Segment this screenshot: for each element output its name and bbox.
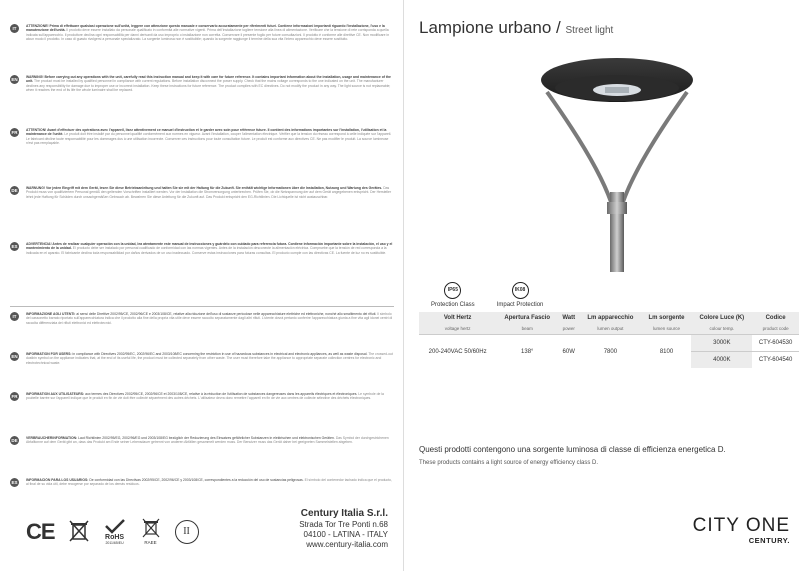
warning-title: ATTENTION! Avant d'effectuer des opérations avec l'appareil, lisez attentivement ce manuel d'instruction et le garder avec soin pour référence future. Il contient des informations importantes sur l'installation, l'utilisation et la maintenance de l'unité. xyxy=(26,128,387,137)
lang-number: DE xyxy=(11,188,18,193)
lang-number: EN xyxy=(11,354,18,359)
header-colour: Colore Luce (K) colour temp. xyxy=(691,312,752,335)
ce-mark-icon xyxy=(26,519,55,545)
cell-code: CTY-604530 xyxy=(758,340,793,346)
warning-de: WARNUNG! Vor jeden Eingriff mit dem Gerät, lesen Sie diese Betriebsanleitung und halten Sie sie mit der Haltung für die Zukunft. Sie enthält wichtige Informationen über die Installation, Nutzung und Wartung des Gerätes. Das Produkt muss von qualifiziertem Personal gemäß den geltenden Vorschriften installiert werden. Vor der Installation die Stromversorgung unterbrechen. Prüfen Sie, ob die Netzspannung der auf dem Gerät angegebenen entspricht. Der Hersteller lehnt jede Haftung für Schäden durch unsachgemäßen Gebrauch ab. Bewahren Sie diese Anleitung für die Zukunft auf. Das Produkt entspricht den EG-Richtlinien. Die Lichtquelle ist nicht austauschbar. xyxy=(26,186,392,199)
lang-number: FR xyxy=(11,394,18,399)
cell-colour: 4000K xyxy=(691,352,752,369)
header-volt: Volt Hertz voltage hertz xyxy=(419,312,496,335)
ip-badge xyxy=(431,282,475,308)
raee-label: RAEE xyxy=(144,540,157,545)
info-it: INFORMAZIONE AGLI UTENTI: ai sensi delle Direttive 2002/95/CE, 2002/96/CE e 2003/108/CE, relative alla riduzione dell'uso di sostanze pericolose nelle apparecchiature elettriche ed elettroniche, nonché allo smaltimento dei rifiuti. Il simbolo del cassonetto barrato riportato sull'apparecchiatura indica che il prodotto alla fine della propria vita utile deve essere raccolto separatamente dagli altri rifiuti. L'utente dovrà pertanto conferire l'apparecchiatura giunta a fine vita agli idonei centri di raccolta differenziata dei rifiuti elettronici ed elettrotecnici. xyxy=(26,312,393,325)
product-title-it: Lampione urbano / xyxy=(419,18,561,37)
info-de: VERBRAUCHERINFORMATION: Laut Richtlinien 2002/95/EG, 2002/96/EG und 2003/108/EG bezüglich der Reduzierung des Einsatzes gefährlicher Substanzen in elektrischen und elektronischen Geräten. Das Symbol der durchgestrichenen Abfalltonne auf dem Gerät gibt an, dass das Produkt am Ende seiner Lebensdauer getrennt von anderen Abfällen gesammelt werden muss. Der Benutzer muss das Gerät daher bei geeigneten Sammelstellen abgeben. xyxy=(26,436,389,445)
header-beam: Apertura Fascio beam xyxy=(496,312,558,335)
cell-lumen-source: 8100 xyxy=(659,348,674,355)
warning-it: ATTENZIONE! Prima di effettuare qualsiasi operazione sull'unità, leggere con attenzione questo manuale e conservarlo accuratamente per riferimenti futuri. Contiene informazioni importanti riguardo l'installazione, l'uso e la manutenzione dell'unità. Il prodotto deve essere installato da personale qualificato in conformità alle normative vigenti. Prima dell'installazione togliere tensione alla linea di alimentazione. Verificare che la tensione di rete corrisponda a quella indicata sull'apparecchio. Il produttore declina ogni responsabilità per danni derivanti da uso improprio o installazione non corretta. Conservare il presente foglio per future consultazioni. Il prodotto è conforme alle direttive CE. Non modificare in alcun modo il prodotto. In caso di guasto rivolgersi a personale specializzato. La sorgente luminosa non è sostituibile; quando la sorgente raggiunge il termine della sua vita l'intero apparecchio deve essere sostituito. xyxy=(26,24,390,41)
info-title: VERBRAUCHERINFORMATION: xyxy=(26,436,78,440)
info-en: INFORMATION FOR USERS: in compliance with Directives 2002/95/EC, 2002/96/EC and 2003/108/EC concerning the restriction in use of hazardous substances in electrical and electronic appliances, as well as waste disposal. The crossed-out dustbin symbol on the appliance indicates that, at the end of its useful life, the product must be collected separately from other waste. The user must therefore take the appliance to appropriate separate collection centres for electronic and electrotechnical waste. xyxy=(26,352,393,365)
lang-number: FR xyxy=(11,130,18,135)
info-title: INFORMACIÓN PARA LOS USUARIOS: xyxy=(26,478,89,482)
company-info xyxy=(299,507,388,550)
company-city: 04100 - LATINA - ITALY xyxy=(303,530,388,539)
lang-number: ES xyxy=(11,244,18,249)
table-header-row xyxy=(419,312,799,335)
rohs-check-icon xyxy=(103,518,127,534)
cell-lumen-output: 7800 xyxy=(603,348,618,355)
ik08-icon: IK08 xyxy=(512,282,529,299)
info-text: aux termes des Directives 2002/95/CE, 2002/96/CE et 2003/108/CE, relative à la réduction de l'utilisation de substances dangereuses dans les appareils électriques et électroniques. xyxy=(85,392,358,396)
rohs-label: RoHS xyxy=(105,534,125,541)
cell-code: CTY-604540 xyxy=(752,352,799,369)
spec-table xyxy=(419,312,799,368)
warning-es: ADVERTENCIA! Antes de realizar cualquier operación con la unidad, lea atentamente este manual de instrucciones y guárdelo con cuidado para referencia futura. Contiene información importante sobre la instalación, el uso y el mantenimiento de la unidad. El producto debe ser instalado por personal cualificado de conformidad con las normas vigentes. Antes de la instalación desconecte la alimentación eléctrica. Compruebe que la tensión de red corresponda a la indicada en el aparato. El fabricante declina toda responsabilidad por daños derivados de un uso inadecuado. Conserve estas instrucciones para futuras consultas. El producto cumple con las directivas CE. La fuente de luz no es sustituible. xyxy=(26,242,393,255)
info-es: INFORMACIÓN PARA LOS USUARIOS: De conformidad con las Directivas 2002/95/CE, 2002/96/CE y 2003/108/CE, correspondientes a la reducción del uso de sustancias peligrosas. El símbolo del contenedor tachado indica que el producto, al final de su vida útil, debe recogerse por separado de los demás residuos. xyxy=(26,478,392,487)
header-lumen-output: Lm apparecchio lumen output xyxy=(579,312,641,335)
ip65-icon: IP65 xyxy=(444,282,461,299)
header-watt: Watt power xyxy=(558,312,579,335)
warning-title: WARNUNG! Vor jeden Eingriff mit dem Gerät, lesen Sie diese Betriebsanleitung und halten Sie sie mit der Haltung für die Zukunft. Sie enthält wichtige Informationen über die Installation, Nutzung und Wartung des Gerätes. xyxy=(26,186,383,190)
certification-marks xyxy=(26,518,199,545)
badge-label: Protection Class xyxy=(431,302,475,308)
product-title-en: Street light xyxy=(565,25,614,36)
street-light-image xyxy=(527,52,707,272)
warning-fr: ATTENTION! Avant d'effectuer des opérations avec l'appareil, lisez attentivement ce manuel d'instruction et le garder avec soin pour référence future. Il contient des informations importantes sur l'installation, l'utilisation et la maintenance de l'unité. Le produit doit être installé par du personnel qualifié conformément aux normes en vigueur. Avant l'installation, couper l'alimentation électrique. Vérifier que la tension du réseau correspond à celle indiquée sur l'appareil. Le fabricant décline toute responsabilité pour les dommages dus à une utilisation incorrecte. Conserver ces instructions pour toute consultation future. Le produit est conforme aux directives CE. Ne pas modifier le produit. La source lumineuse n'est pas remplaçable. xyxy=(26,128,392,145)
info-text: Laut Richtlinien 2002/95/EG, 2002/96/EG und 2003/108/EG bezüglich der Reduzierung des Einsatzes gefährlicher Substanzen in elektrischen und elektronischen Geräten. xyxy=(78,436,335,440)
raee-mark xyxy=(141,518,161,545)
warning-title: ATTENZIONE! Prima di effettuare qualsiasi operazione sull'unità, leggere con attenzione questo manuale e conservarlo accuratamente per riferimenti futuri. Contiene informazioni importanti riguardo l'installazione, l'uso e la manutenzione dell'unità. xyxy=(26,24,385,33)
lang-number: IT xyxy=(10,312,19,321)
brand-logo xyxy=(693,516,790,545)
rohs-mark xyxy=(103,518,127,545)
energy-notice-it: Questi prodotti contengono una sorgente luminosa di classe di efficienza energetica D. xyxy=(419,445,726,454)
info-title: INFORMAZIONE AGLI UTENTI: xyxy=(26,312,76,316)
warning-en: WARNING! Before carrying out any operations with the unit, carefully read this instruction manual and keep it with care for future reference. It contains important information about the installation, usage and maintenance of the unit. The product must be installed by qualified personnel in compliance with current regulations. Before installation disconnect the power supply. Check that the mains voltage corresponds to the one indicated on the unit. The manufacturer declines any responsibility for damage due to improper use or incorrect installation. Keep these instructions for future reference. The product complies with EC directives. Do not modify the product in any way. The light source is not replaceable; when it reaches the end of its life the whole luminaire shall be replaced. xyxy=(26,75,391,92)
header-code: Codice product code xyxy=(752,312,799,335)
brand-name: CENTURY. xyxy=(748,536,790,545)
divider xyxy=(10,306,394,307)
info-text: in compliance with Directives 2002/95/EC, 2002/96/EC and 2003/108/EC concerning the restriction in use of hazardous substances in electrical and electronic appliances, as well as waste disposal. xyxy=(72,352,368,356)
cell-beam: 138° xyxy=(521,348,534,355)
info-text: De conformidad con las Directivas 2002/95/CE, 2002/96/CE y 2003/108/CE, correspondientes a la reducción del uso de sustancias peligrosas. xyxy=(89,478,304,482)
ik-badge xyxy=(497,282,544,308)
company-website: www.century-italia.com xyxy=(306,540,388,549)
warning-title: ADVERTENCIA! Antes de realizar cualquier operación con la unidad, lea atentamente este manual de instrucciones y guárdelo con cuidado para referencia futura. Contiene información importante sobre la instalación, el uso y el mantenimiento de la unidad. xyxy=(26,242,393,251)
cell-colour: 3000K xyxy=(691,335,752,352)
recycle-bin-icon xyxy=(69,520,89,544)
info-text: ai sensi delle Direttive 2002/95/CE, 2002/96/CE e 2003/108/CE, relative alla riduzione dell'uso di sostanze pericolose nelle apparecchiature elettriche ed elettroniche, nonché allo smaltimento dei rifiuti. xyxy=(76,312,377,316)
table-row xyxy=(419,335,799,352)
product-panel xyxy=(404,0,808,571)
brand-product-line: CITY ONE xyxy=(692,515,790,536)
header-lumen-source: Lm sorgente lumen source xyxy=(642,312,692,335)
lang-number: EN xyxy=(11,77,18,82)
energy-notice-en: These products contains a light source of energy efficiency class D. xyxy=(419,460,598,466)
cell-watt: 60W xyxy=(562,348,575,355)
info-title: INFORMATION AUX UTILISATEURS: xyxy=(26,392,85,396)
badge-label: Impact Protection xyxy=(496,302,544,308)
info-fr: INFORMATION AUX UTILISATEURS: aux termes des Directives 2002/95/CE, 2002/96/CE et 2003/108/CE, relative à la réduction de l'utilisation de substances dangereuses dans les appareils électriques et électroniques. Le symbole de la poubelle barrée sur l'appareil indique que le produit en fin de vie doit être collecté séparément des autres déchets. L'utilisateur devra donc remettre l'appareil en fin de vie aux centres de collecte sélective des déchets électroniques. xyxy=(26,392,384,401)
product-title xyxy=(419,18,613,38)
class-ii-text: II xyxy=(183,526,190,537)
rating-badges xyxy=(431,282,543,308)
class-ii-icon xyxy=(175,520,199,544)
ce-mark-text: CE xyxy=(26,518,55,544)
warning-title: WARNING! Before carrying out any operations with the unit, carefully read this instruction manual and keep it with care for future reference. It contains important information about the installation, usage and maintenance of the unit. xyxy=(26,75,391,84)
info-title: INFORMATION FOR USERS: xyxy=(26,352,72,356)
lang-number: ES xyxy=(11,480,18,485)
company-address: Strada Tor Tre Ponti n.68 xyxy=(299,520,388,529)
cell-volt: 200-240VAC 50/60Hz xyxy=(428,348,487,355)
rohs-sub: 2011/65/EU xyxy=(105,541,124,545)
raee-bin-icon xyxy=(141,518,161,540)
lang-number: IT xyxy=(10,24,19,33)
company-name: Century Italia S.r.l. xyxy=(300,508,388,519)
lang-number: DE xyxy=(11,438,18,443)
